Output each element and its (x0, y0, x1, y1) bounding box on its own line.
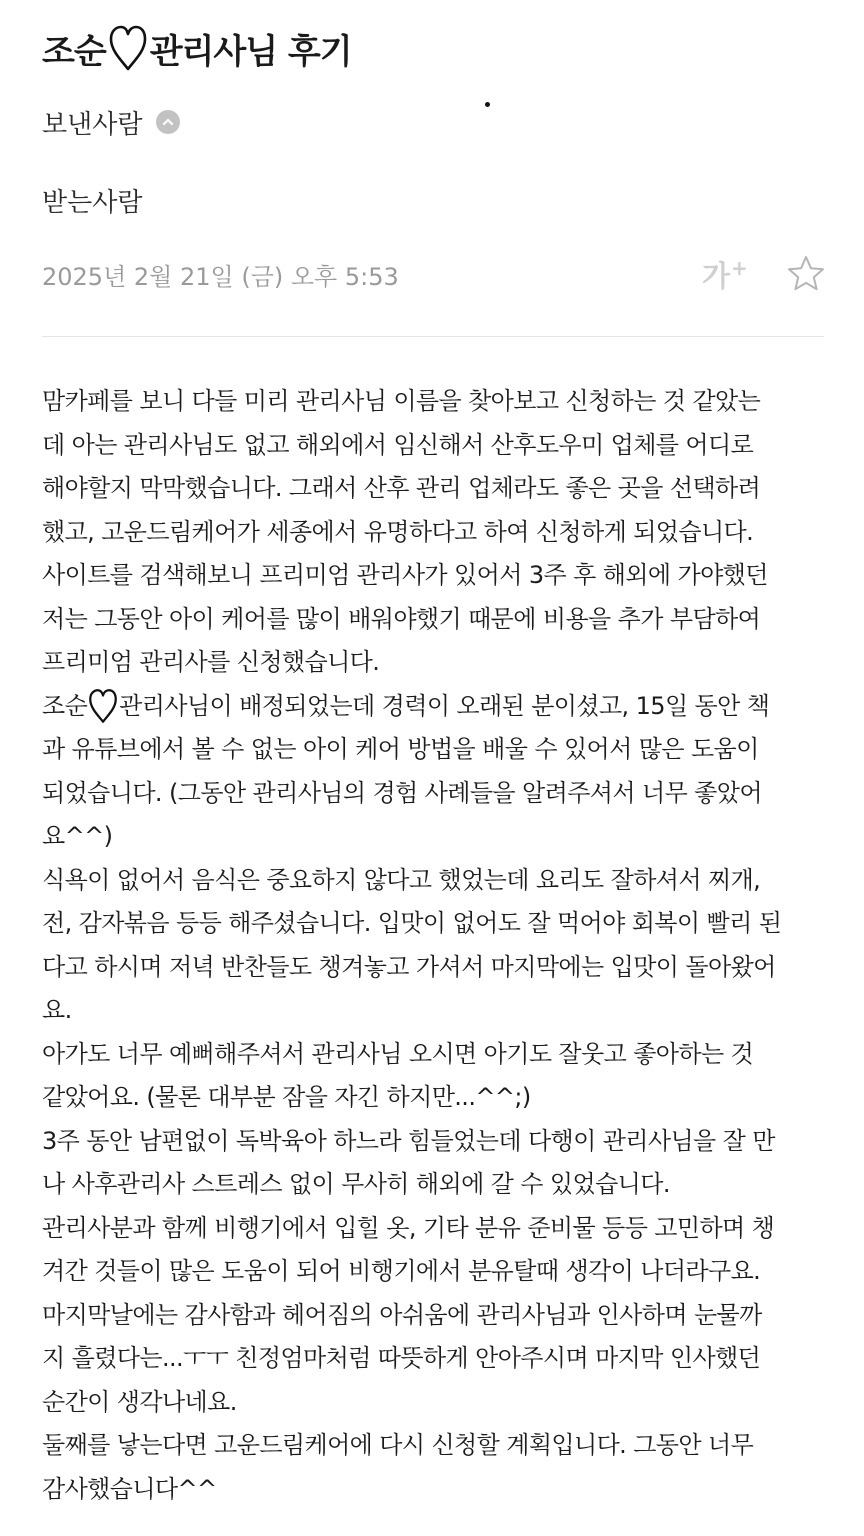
body-line: 했고, 고운드림케어가 세종에서 유명하다고 하여 신청하게 되었습니다. (42, 517, 754, 546)
body-line: 요^^) (42, 822, 113, 850)
sent-date-text: 2025년 2월 21일 (금) 오후 5:53 (42, 262, 399, 291)
body-line (42, 685, 832, 729)
body-line: 식욕이 없어서 음식은 중요하지 않다고 했었는데 요리도 잘하셔서 찌개, (42, 865, 761, 894)
stray-dot-mark (485, 102, 490, 107)
body-line: 지 흘렸다는...ㅜㅜ 친정엄마처럼 따뜻하게 안아주시며 마지막 인사했던 (42, 1344, 761, 1372)
sender-label: 보낸사람 (42, 109, 143, 140)
body-line: 데 아는 관리사님도 없고 해외에서 임신해서 산후도우미 업체를 어디로 (42, 430, 754, 459)
font-size-button[interactable] (702, 252, 748, 296)
email-body (42, 380, 832, 1511)
body-line: 요. (42, 996, 72, 1024)
recipient-row[interactable] (42, 178, 142, 222)
subject-suffix: 관리사님 후기 (149, 31, 352, 72)
body-line: 프리미엄 관리사를 신청했습니다. (42, 648, 380, 676)
body-line: 저는 그동안 아이 케어를 많이 배워야했기 때문에 비용을 추가 부담하여 (42, 604, 761, 633)
header-divider (42, 336, 824, 337)
body-line: 해야할지 막막했습니다. 그래서 산후 관리 업체라도 좋은 곳을 선택하려 (42, 474, 761, 502)
body-line-prefix: 조순 (42, 691, 88, 720)
heart-outline-icon (108, 23, 148, 73)
body-line: 나 사후관리사 스트레스 없이 무사히 해외에 갈 수 있었습니다. (42, 1170, 670, 1198)
body-line: 전, 감자볶음 등등 해주셨습니다. 입맛이 없어도 잘 먹어야 회복이 빨리 된 (42, 909, 782, 937)
body-line: 순간이 생각나네요. (42, 1387, 237, 1416)
subject-prefix: 조순 (42, 31, 106, 72)
sent-date (42, 252, 399, 296)
chevron-up-circle-icon[interactable] (156, 110, 180, 134)
star-outline-icon[interactable] (786, 254, 826, 294)
body-line: 사이트를 검색해보니 프리미엄 관리사가 있어서 3주 후 해외에 가야했던 (42, 561, 768, 589)
body-line: 되었습니다. (그동안 관리사님의 경험 사례들을 알려주셔서 너무 좋았어 (42, 778, 762, 807)
body-line: 다고 하시며 저녁 반찬들도 챙겨놓고 가셔서 마지막에는 입맛이 돌아왔어 (42, 952, 776, 981)
email-subject (42, 22, 352, 74)
recipient-label: 받는사람 (42, 187, 143, 218)
heart-outline-icon (88, 687, 118, 725)
font-size-plus: + (731, 256, 748, 280)
body-line: 같았어요. (물론 대부분 잠을 자긴 하지만...^^;) (42, 1083, 531, 1111)
body-line-suffix: 관리사님이 배정되었는데 경력이 오래된 분이셨고, 15일 동안 책 (119, 691, 770, 720)
sender-row (42, 100, 180, 144)
font-size-label: 가 (702, 258, 731, 293)
body-line: 3주 동안 남편없이 독박육아 하느라 힘들었는데 다행이 관리사님을 잘 만 (42, 1126, 775, 1155)
body-line: 과 유튜브에서 볼 수 없는 아이 케어 방법을 배울 수 있어서 많은 도움이 (42, 735, 759, 763)
body-line: 아가도 너무 예뻐해주셔서 관리사님 오시면 아기도 잘웃고 좋아하는 것 (42, 1039, 754, 1068)
body-line: 겨간 것들이 많은 도움이 되어 비행기에서 분유탈때 생각이 나더라구요. (42, 1257, 761, 1285)
body-line: 감사했습니다^^ (42, 1474, 217, 1503)
body-line: 관리사분과 함께 비행기에서 입힐 옷, 기타 분유 준비물 등등 고민하며 챙 (42, 1213, 775, 1242)
body-line: 마지막날에는 감사함과 헤어짐의 아쉬움에 관리사님과 인사하며 눈물까 (42, 1300, 762, 1329)
body-line: 둘째를 낳는다면 고운드림케어에 다시 신청할 계획입니다. 그동안 너무 (42, 1431, 754, 1459)
body-line: 맘카페를 보니 다들 미리 관리사님 이름을 찾아보고 신청하는 것 같았는 (42, 387, 761, 415)
